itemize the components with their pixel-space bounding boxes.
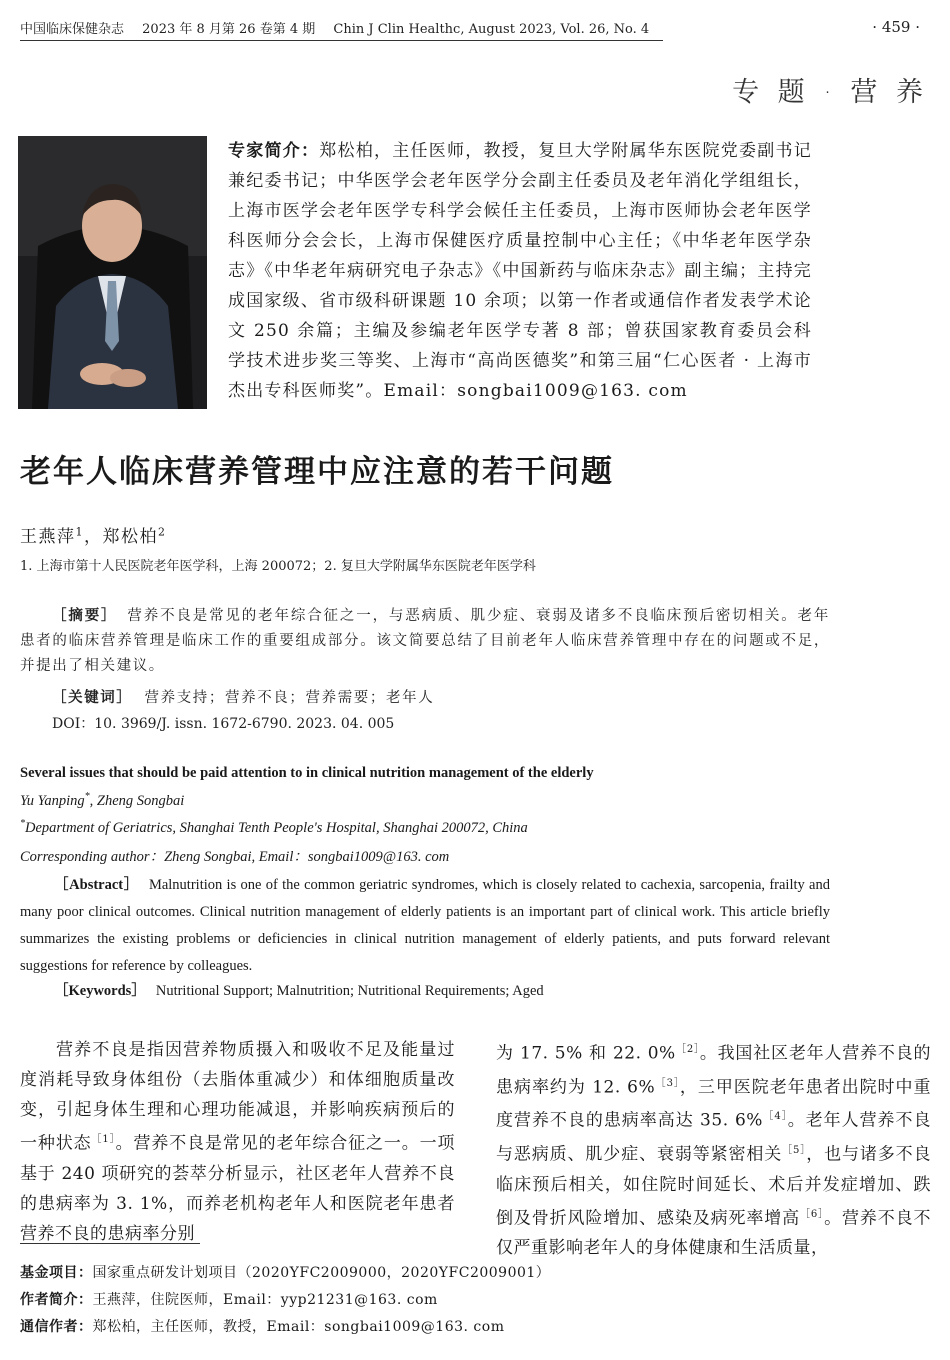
abstract-en-label: ［Abstract］: [54, 877, 139, 893]
footnote-corresponding: [20, 1316, 504, 1336]
body-column-left: [20, 1035, 455, 1249]
author-bio-text: 王燕萍，住院医师，Email：yyp21231@163. com: [92, 1292, 438, 1308]
expert-portrait: [18, 136, 207, 409]
citation-6[interactable]: ［6］: [800, 1208, 825, 1220]
author-line: [20, 522, 167, 547]
author-2: 郑松柏: [102, 527, 158, 547]
abstract-cn-label: ［摘要］: [52, 608, 118, 624]
author-separator: ，: [84, 527, 103, 547]
body-right-part-a: 为 17. 5% 和 22. 0%: [496, 1043, 676, 1064]
english-author-2: , Zheng Songbai: [89, 792, 185, 809]
author-bio-label: 作者简介：: [20, 1292, 93, 1308]
citation-3[interactable]: ［3］: [655, 1077, 680, 1089]
citation-1[interactable]: ［1］: [91, 1134, 116, 1145]
corresponding-author-en: Corresponding author：Zheng Songbai, Email：songbai1009@163. com: [20, 849, 450, 865]
abstract-en: [20, 872, 830, 980]
corresponding-text: 郑松柏，主任医师，教授，Email：songbai1009@163. com: [92, 1319, 505, 1335]
body-left-part-a: 营养不良是指因营养物质摄入和吸收不足及能量过度消耗导致身体组份（去脂体重减少）和体细胞质量改变，引起身体生理和心理功能减退，并影响疾病预后的一种状态: [20, 1040, 455, 1154]
funding-label: 基金项目：: [20, 1265, 93, 1281]
keywords-cn-label: ［关键词］: [52, 690, 133, 706]
page-number: · 459 ·: [872, 18, 920, 36]
abstract-cn: [20, 604, 830, 679]
funding-text: 国家重点研发计划项目（2020YFC2009000，2020YFC2009001）: [92, 1265, 551, 1281]
abstract-en-text: Malnutrition is one of the common geriatric syndromes, which is closely related to cachexia, sarcopenia, frailty and many poor clinical outcomes. Clinical nutrition management of elderly patients is an important part of clinical work. This article briefly summarizes the existing problems or deficiencies in clinical nutrition management of elderly patients, and puts forward relevant suggestions for reference by colleagues.: [20, 877, 830, 974]
english-affil-text: Department of Geriatrics, Shanghai Tenth People's Hospital, Shanghai 200072, China: [25, 819, 528, 836]
author-2-affil-mark: 2: [158, 525, 167, 539]
expert-bio: [228, 136, 812, 406]
portrait-illustration: [18, 136, 207, 409]
journal-name-cn: 中国临床保健杂志: [20, 22, 125, 37]
keywords-en-label: ［Keywords］: [54, 983, 146, 999]
article-title: 老年人临床营养管理中应注意的若干问题: [20, 454, 614, 490]
body-left-part-b: 。营养不良是常见的老年综合征之一。一项基于 240 项研究的荟萃分析显示，社区老年人营养不良的患病率为 3. 1%，而养老机构老年人和医院老年患者营养不良的患病率分别: [20, 1133, 456, 1244]
keywords-en: [54, 979, 544, 1000]
english-affil-mark: *: [20, 818, 25, 829]
body-right-part-c: ，三甲医院老年患者出院时中重度营养不良的患病率高达 35. 6%: [496, 1077, 932, 1131]
citation-5[interactable]: ［5］: [782, 1144, 807, 1156]
body-right-part-f: 。营养不良不仅严重影响老年人的身体健康和生活质量，: [496, 1208, 932, 1259]
issue-date-cn: 2023 年 8 月第 26 卷第 4 期: [142, 22, 316, 37]
citation-4[interactable]: ［4］: [762, 1111, 788, 1123]
keywords-en-text: Nutritional Support; Malnutrition; Nutritional Requirements; Aged: [155, 983, 544, 999]
body-right-part-b: 。我国社区老年人营养不良的患病率约为 12. 6%: [496, 1043, 932, 1098]
bio-text: 郑松柏，主任医师，教授，复旦大学附属华东医院党委副书记兼纪委书记；中华医学会老年医学分会副主任委员及老年消化学组组长，上海市医学会老年医学专科学会候任主任委员，上海市医师协会老年医学科医师分会会长，上海市保健医疗质量控制中心主任；《中华老年医学杂志》《中华老年病研究电子杂志》《中国新药与临床杂志》副主编；主持完成国家级、省市级科研课题 10 余项；以第一作者或通信作者发表学术论文 250 余篇；主编及参编老年医学专著 8 部；曾获国家教育委员会科学技术进步奖三等奖、上海市“高尚医德奖”和第三届“仁心医者 · 上海市杰出专科医师奖”。Email：songbai1009@163. com: [228, 141, 813, 401]
corresponding-label: 通信作者：: [20, 1319, 93, 1335]
bio-label: 专家简介：: [228, 141, 320, 161]
author-1: 王燕萍: [20, 527, 76, 547]
english-title: Several issues that should be paid attention to in clinical nutrition management of the elderly: [20, 765, 594, 781]
running-header: [20, 18, 663, 41]
journal-name-en: Chin J Clin Healthc, August 2023, Vol. 26, No. 4: [333, 22, 650, 37]
english-author-1: Yu Yanping: [20, 792, 85, 809]
doi: DOI：10. 3969/J. issn. 1672-6790. 2023. 04. 005: [52, 716, 395, 732]
footnote-author: [20, 1289, 438, 1309]
footnote-funding: [20, 1262, 550, 1282]
citation-2[interactable]: ［2］: [675, 1044, 700, 1055]
keywords-cn: [52, 686, 434, 707]
section-title: 专 题 · 营 养: [732, 77, 928, 108]
body-right-part-d: 。老年人营养不良与恶病质、肌少症、衰弱等紧密相关: [496, 1110, 932, 1165]
footnote-divider: [20, 1243, 200, 1244]
keywords-cn-text: 营养支持；营养不良；营养需要；老年人: [144, 690, 435, 706]
abstract-cn-text: 营养不良是常见的老年综合征之一，与恶病质、肌少症、衰弱及诸多不良临床预后密切相关。老年患者的临床营养管理是临床工作的重要组成部分。该文简要总结了目前老年人临床营养管理中存在的问题或不足，并提出了相关建议。: [20, 608, 831, 674]
affiliation: 1. 上海市第十人民医院老年医学科，上海 200072；2. 复旦大学附属华东医院老年医学科: [20, 559, 536, 574]
author-1-affil-mark: 1: [75, 525, 84, 539]
body-right-part-e: ，也与诸多不良临床预后相关，如住院时间延长、术后并发症增加、跌倒及骨折风险增加、感染及病死率增高: [496, 1144, 932, 1229]
english-author-mark: *: [84, 791, 90, 802]
english-affiliation: [20, 818, 528, 837]
body-column-right: [496, 1035, 931, 1263]
english-authors: [20, 791, 184, 810]
